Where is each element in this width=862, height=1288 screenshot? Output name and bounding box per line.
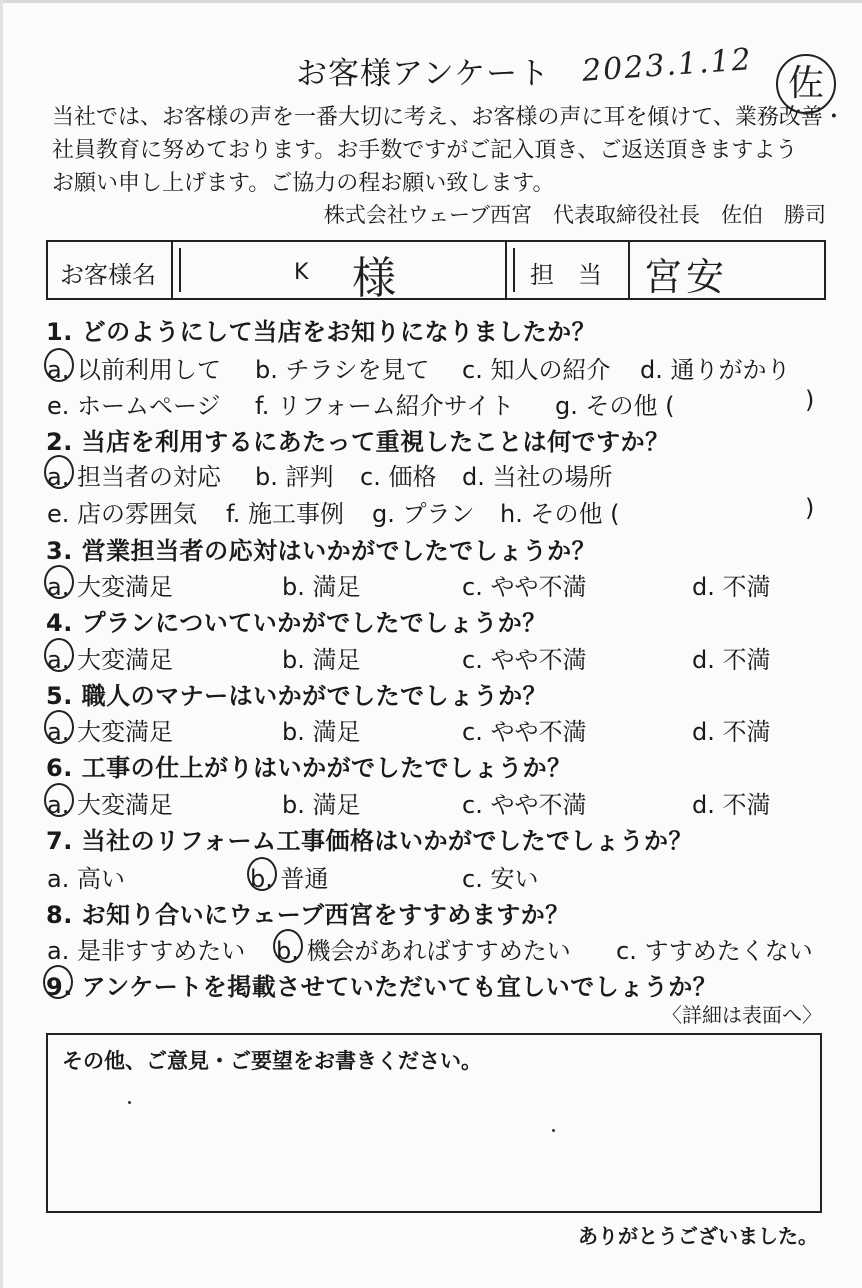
q1-option-a[interactable]: a. 以前利用して bbox=[47, 356, 221, 384]
comments-box[interactable] bbox=[46, 1033, 822, 1213]
q8-option-b[interactable]: b. 機会があればすすめたい bbox=[276, 937, 571, 965]
divider bbox=[513, 248, 515, 292]
q1-option-e[interactable]: e. ホームページ bbox=[47, 392, 221, 420]
q3-option-c[interactable]: c. やや不満 bbox=[462, 573, 587, 601]
question-1: 1. どのようにして当店をお知りになりましたか？ bbox=[46, 318, 597, 346]
q1-selection-circle bbox=[44, 348, 74, 382]
q7-option-c[interactable]: c. 安い bbox=[462, 865, 539, 893]
q2-selection-circle bbox=[44, 455, 74, 489]
q2-option-a[interactable]: a. 担当者の対応 bbox=[47, 463, 221, 491]
ink-speck bbox=[128, 1101, 131, 1104]
q6-option-b[interactable]: b. 満足 bbox=[282, 791, 361, 819]
q3-option-d[interactable]: d. 不満 bbox=[692, 573, 771, 601]
company-signature: 株式会社ウェーブ西宮 代表取締役社長 佐伯 勝司 bbox=[323, 203, 826, 227]
q5-option-c[interactable]: c. やや不満 bbox=[462, 718, 587, 746]
q5-selection-circle bbox=[44, 710, 74, 744]
q8-selection-circle bbox=[273, 929, 303, 963]
staff-label: 担 当 bbox=[530, 261, 602, 289]
intro-line: 当社では、お客様の声を一番大切に考え、お客様の声に耳を傾けて、業務改善・ bbox=[52, 105, 845, 130]
divider bbox=[179, 248, 181, 292]
divider bbox=[628, 242, 630, 298]
thank-you-text: ありがとうございました。 bbox=[578, 1224, 818, 1248]
q1-option-g[interactable]: g. その他 ( bbox=[555, 392, 675, 420]
q6-selection-circle bbox=[44, 783, 74, 817]
q1-option-f[interactable]: f. リフォーム紹介サイト bbox=[255, 392, 515, 420]
intro-line: 社員教育に努めております。お手数ですがご記入頂き、ご返送頂きますよう bbox=[52, 138, 798, 163]
question-7: 7. 当社のリフォーム工事価格はいかがでしたでしょうか？ bbox=[46, 827, 693, 855]
question-9[interactable]: 9. アンケートを掲載させていただいても宜しいでしょうか？ bbox=[46, 973, 718, 1001]
details-note: 〈詳細は表面へ〉 bbox=[662, 1003, 822, 1027]
divider bbox=[171, 242, 173, 298]
q4-option-c[interactable]: c. やや不満 bbox=[462, 646, 587, 674]
q1-option-b[interactable]: b. チラシを見て bbox=[255, 356, 430, 384]
intro-line: お願い申し上げます。ご協力の程お願い致します。 bbox=[52, 171, 555, 196]
q2-option-f[interactable]: f. 施工事例 bbox=[226, 500, 344, 528]
q1-option-c[interactable]: c. 知人の紹介 bbox=[462, 356, 611, 384]
q5-option-a[interactable]: a. 大変満足 bbox=[47, 718, 173, 746]
staff-name-value[interactable]: 宮安 bbox=[644, 255, 729, 299]
handwritten-date: 2023.1.12 bbox=[580, 42, 754, 89]
q2-option-b[interactable]: b. 評判 bbox=[255, 463, 334, 491]
question-3: 3. 営業担当者の応対はいかがでしたでしょうか？ bbox=[46, 537, 597, 565]
q1-other-close: ) bbox=[805, 386, 815, 414]
customer-info-box bbox=[46, 240, 826, 304]
q5-option-d[interactable]: d. 不満 bbox=[692, 718, 771, 746]
survey-title: お客様アンケート bbox=[296, 56, 551, 92]
q7-option-a[interactable]: a. 高い bbox=[47, 865, 125, 893]
divider bbox=[505, 242, 507, 298]
q3-selection-circle bbox=[44, 565, 74, 599]
customer-name-value[interactable]: K bbox=[294, 260, 309, 285]
q8-option-a[interactable]: a. 是非すすめたい bbox=[47, 937, 246, 965]
seal-character: 佐 bbox=[787, 63, 824, 104]
ink-speck bbox=[552, 1129, 555, 1132]
q2-option-g[interactable]: g. プラン bbox=[372, 500, 475, 528]
q3-option-a[interactable]: a. 大変満足 bbox=[47, 573, 173, 601]
q7-selection-circle bbox=[247, 857, 277, 891]
q3-option-b[interactable]: b. 満足 bbox=[282, 573, 361, 601]
comments-label: その他、ご意見・ご要望をお書きください。 bbox=[62, 1049, 482, 1073]
scan-edge-left bbox=[0, 0, 3, 1288]
q2-option-c[interactable]: c. 価格 bbox=[360, 463, 437, 491]
q2-option-d[interactable]: d. 当社の場所 bbox=[462, 463, 613, 491]
q2-other-close: ) bbox=[805, 494, 815, 522]
q5-option-b[interactable]: b. 満足 bbox=[282, 718, 361, 746]
q6-option-a[interactable]: a. 大変満足 bbox=[47, 791, 173, 819]
scan-edge-top bbox=[0, 0, 862, 3]
q4-option-b[interactable]: b. 満足 bbox=[282, 646, 361, 674]
q8-option-c[interactable]: c. すすめたくない bbox=[616, 937, 813, 965]
question-6: 6. 工事の仕上がりはいかがでしたでしょうか？ bbox=[46, 754, 572, 782]
customer-honorific: 様 bbox=[352, 253, 396, 304]
q9-selection-circle bbox=[43, 965, 73, 999]
intro-text bbox=[52, 101, 845, 200]
question-8: 8. お知り合いにウェーブ西宮をすすめますか？ bbox=[46, 901, 570, 929]
question-5: 5. 職人のマナーはいかがでしたでしょうか？ bbox=[46, 682, 548, 710]
q4-option-d[interactable]: d. 不満 bbox=[692, 646, 771, 674]
q2-option-h[interactable]: h. その他 ( bbox=[500, 500, 620, 528]
q1-option-d[interactable]: d. 通りがかり bbox=[640, 356, 791, 384]
q4-option-a[interactable]: a. 大変満足 bbox=[47, 646, 173, 674]
q6-option-d[interactable]: d. 不満 bbox=[692, 791, 771, 819]
question-4: 4. プランについていかがでしたでしょうか？ bbox=[46, 609, 547, 637]
q2-option-e[interactable]: e. 店の雰囲気 bbox=[47, 500, 198, 528]
q6-option-c[interactable]: c. やや不満 bbox=[462, 791, 587, 819]
question-2: 2. 当店を利用するにあたって重視したことは何ですか？ bbox=[46, 428, 670, 456]
q4-selection-circle bbox=[44, 638, 74, 672]
q7-option-b[interactable]: b. 普通 bbox=[250, 865, 329, 893]
customer-name-label: お客様名 bbox=[60, 261, 156, 289]
